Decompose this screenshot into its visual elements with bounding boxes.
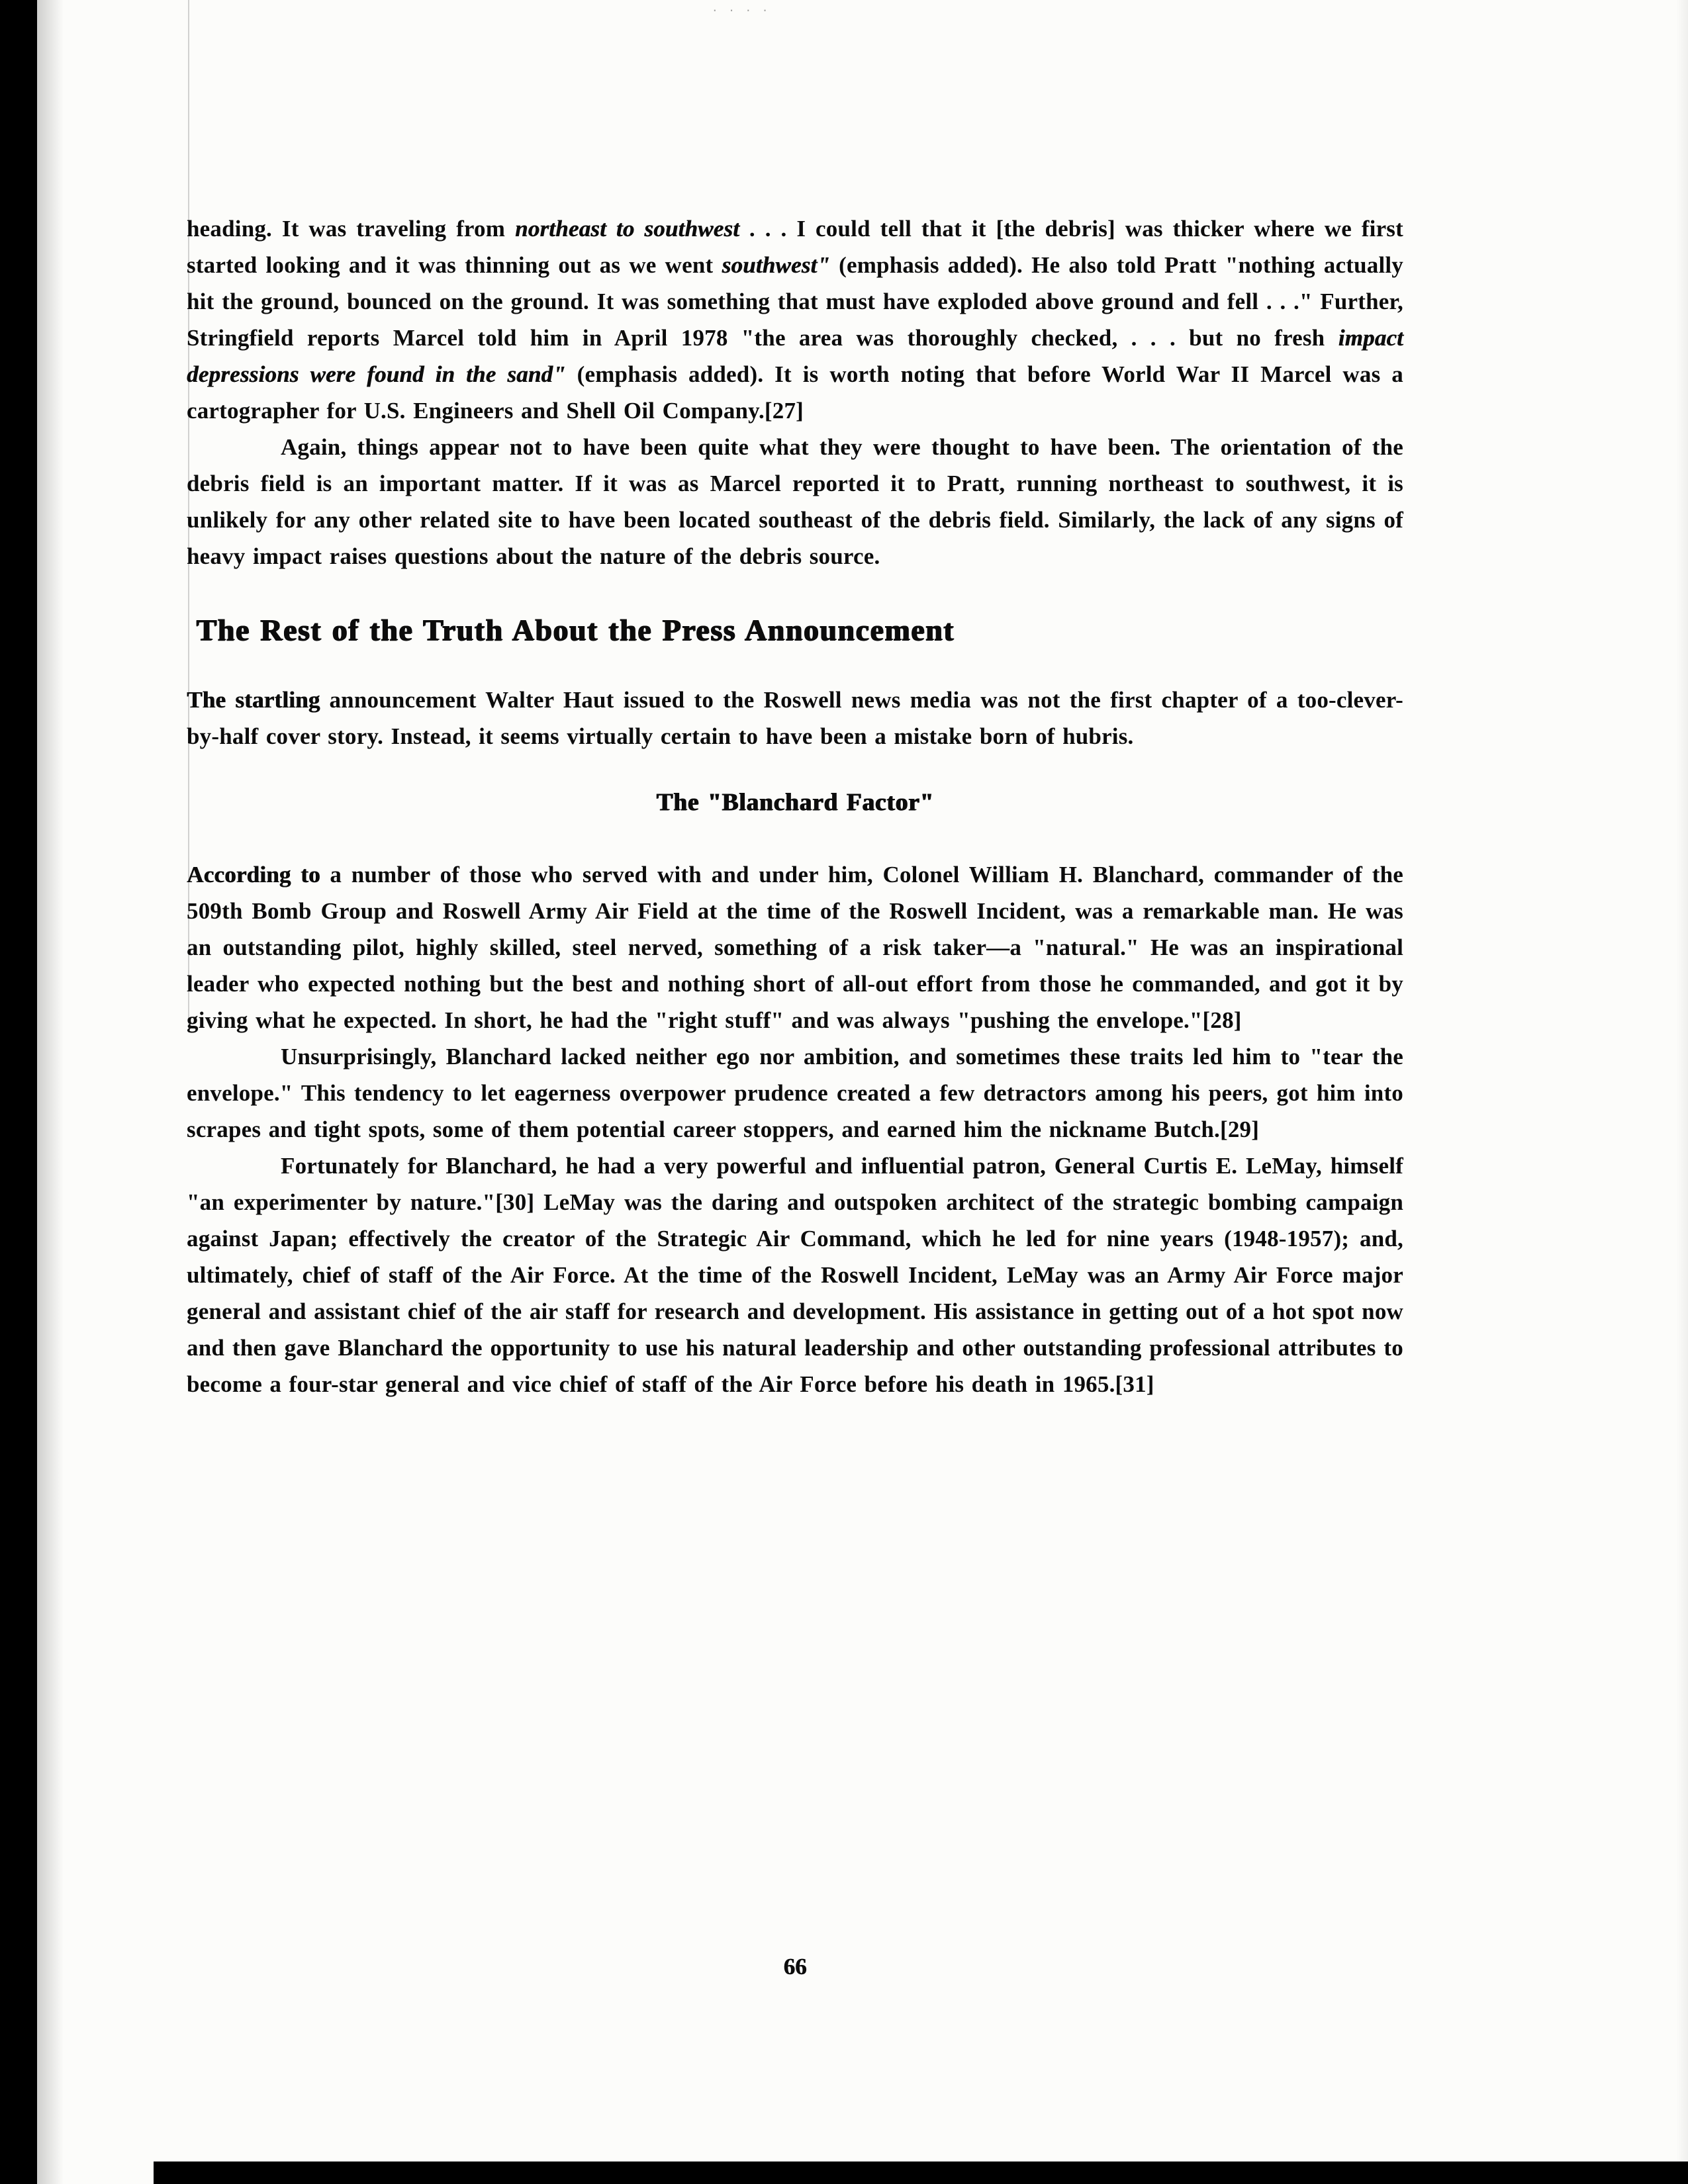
emphasis-text: southwest" <box>722 252 830 278</box>
scan-edge-bottom-bar <box>154 2161 1688 2184</box>
body-text: Again, things appear not to have been quite what they were thought to have been. The orientation of the debris field is an important matter. If it was as Marcel reported it to Pratt, running northeast to southwest, it is unlikely for any other related site to have been located southeast of the debris field. Similarly, the lack of any signs of heavy impact raises questions about the nature of the debris source. <box>187 434 1403 569</box>
body-text: Unsurprisingly, Blanchard lacked neither ego nor ambition, and sometimes these traits led him to "tear the envelope." This tendency to let eagerness overpower prudence created a few detractors among his peers, got him into scrapes and tight spots, some of them potential career stoppers, and earned him the nickname Butch.[29] <box>187 1044 1403 1142</box>
sub-heading: The "Blanchard Factor" <box>656 789 934 816</box>
scan-edge-left-bar <box>0 0 37 2184</box>
body-paragraph <box>187 1148 1403 1402</box>
emphasis-text: impact depressions were found in the sand" <box>187 325 1403 387</box>
body-text: . . . I could tell that it [the debris] was thicker where we first started looking and it was thinning out as we went <box>187 216 1403 278</box>
body-text: heading. It was traveling from <box>187 216 515 242</box>
body-paragraph <box>187 682 1403 754</box>
lead-in-text: The startling <box>187 687 320 713</box>
scan-artifact-speck: . . . . <box>712 1 771 14</box>
body-paragraph <box>187 210 1403 429</box>
body-text: announcement Walter Haut issued to the Roswell news media was not the first chapter of a too-clever-by-half cover story. Instead, it seems virtually certain to have been a mistake born of hubris. <box>187 687 1403 749</box>
body-text: (emphasis added). He also told Pratt "nothing actually hit the ground, bounced on the ground. It was something that must have exploded above ground and fell . . ." Further, Stringfield reports Marcel told him in April 1978 "the area was thoroughly checked, . . . but no fresh <box>187 252 1403 351</box>
lead-in-text: According to <box>187 862 320 887</box>
body-text: (emphasis added). It is worth noting that before World War II Marcel was a cartographer for U.S. Engineers and Shell Oil Company.[27] <box>187 361 1403 424</box>
body-paragraph <box>187 1038 1403 1148</box>
body-text: Fortunately for Blanchard, he had a very powerful and influential patron, General Curtis E. LeMay, himself "an experimenter by nature."[30] LeMay was the daring and outspoken architect of the strategic bombing campaign against Japan; effectively the creator of the Strategic Air Command, which he led for nine years (1948-1957); and, ultimately, chief of staff of the Air Force. At the time of the Roswell Incident, LeMay was an Army Air Force major general and assistant chief of the air staff for research and development. His assistance in getting out of a hot spot now and then gave Blanchard the opportunity to use his natural leadership and other outstanding professional attributes to become a four-star general and vice chief of staff of the Air Force before his death in 1965.[31] <box>187 1153 1403 1397</box>
document-text <box>187 210 1403 1402</box>
body-paragraph <box>187 856 1403 1038</box>
emphasis-text: northeast to southwest <box>514 216 740 242</box>
scan-edge-right-shadow <box>1676 0 1688 2184</box>
body-text: a number of those who served with and under him, Colonel William H. Blanchard, commander of the 509th Bomb Group and Roswell Army Air Field at the time of the Roswell Incident, was a remarkable man. He was an outstanding pilot, highly skilled, steel nerved, something of a risk taker—a "natural." He was an inspirational leader who expected nothing but the best and nothing short of all-out effort from those he commanded, and got it by giving what he expected. In short, he had the "right stuff" and was always "pushing the envelope."[28] <box>187 862 1404 1033</box>
page-number: 66 <box>783 1954 807 1979</box>
section-heading: The Rest of the Truth About the Press Announcement <box>196 613 955 647</box>
scan-edge-left-shadow <box>37 0 64 2184</box>
body-paragraph <box>187 429 1403 574</box>
